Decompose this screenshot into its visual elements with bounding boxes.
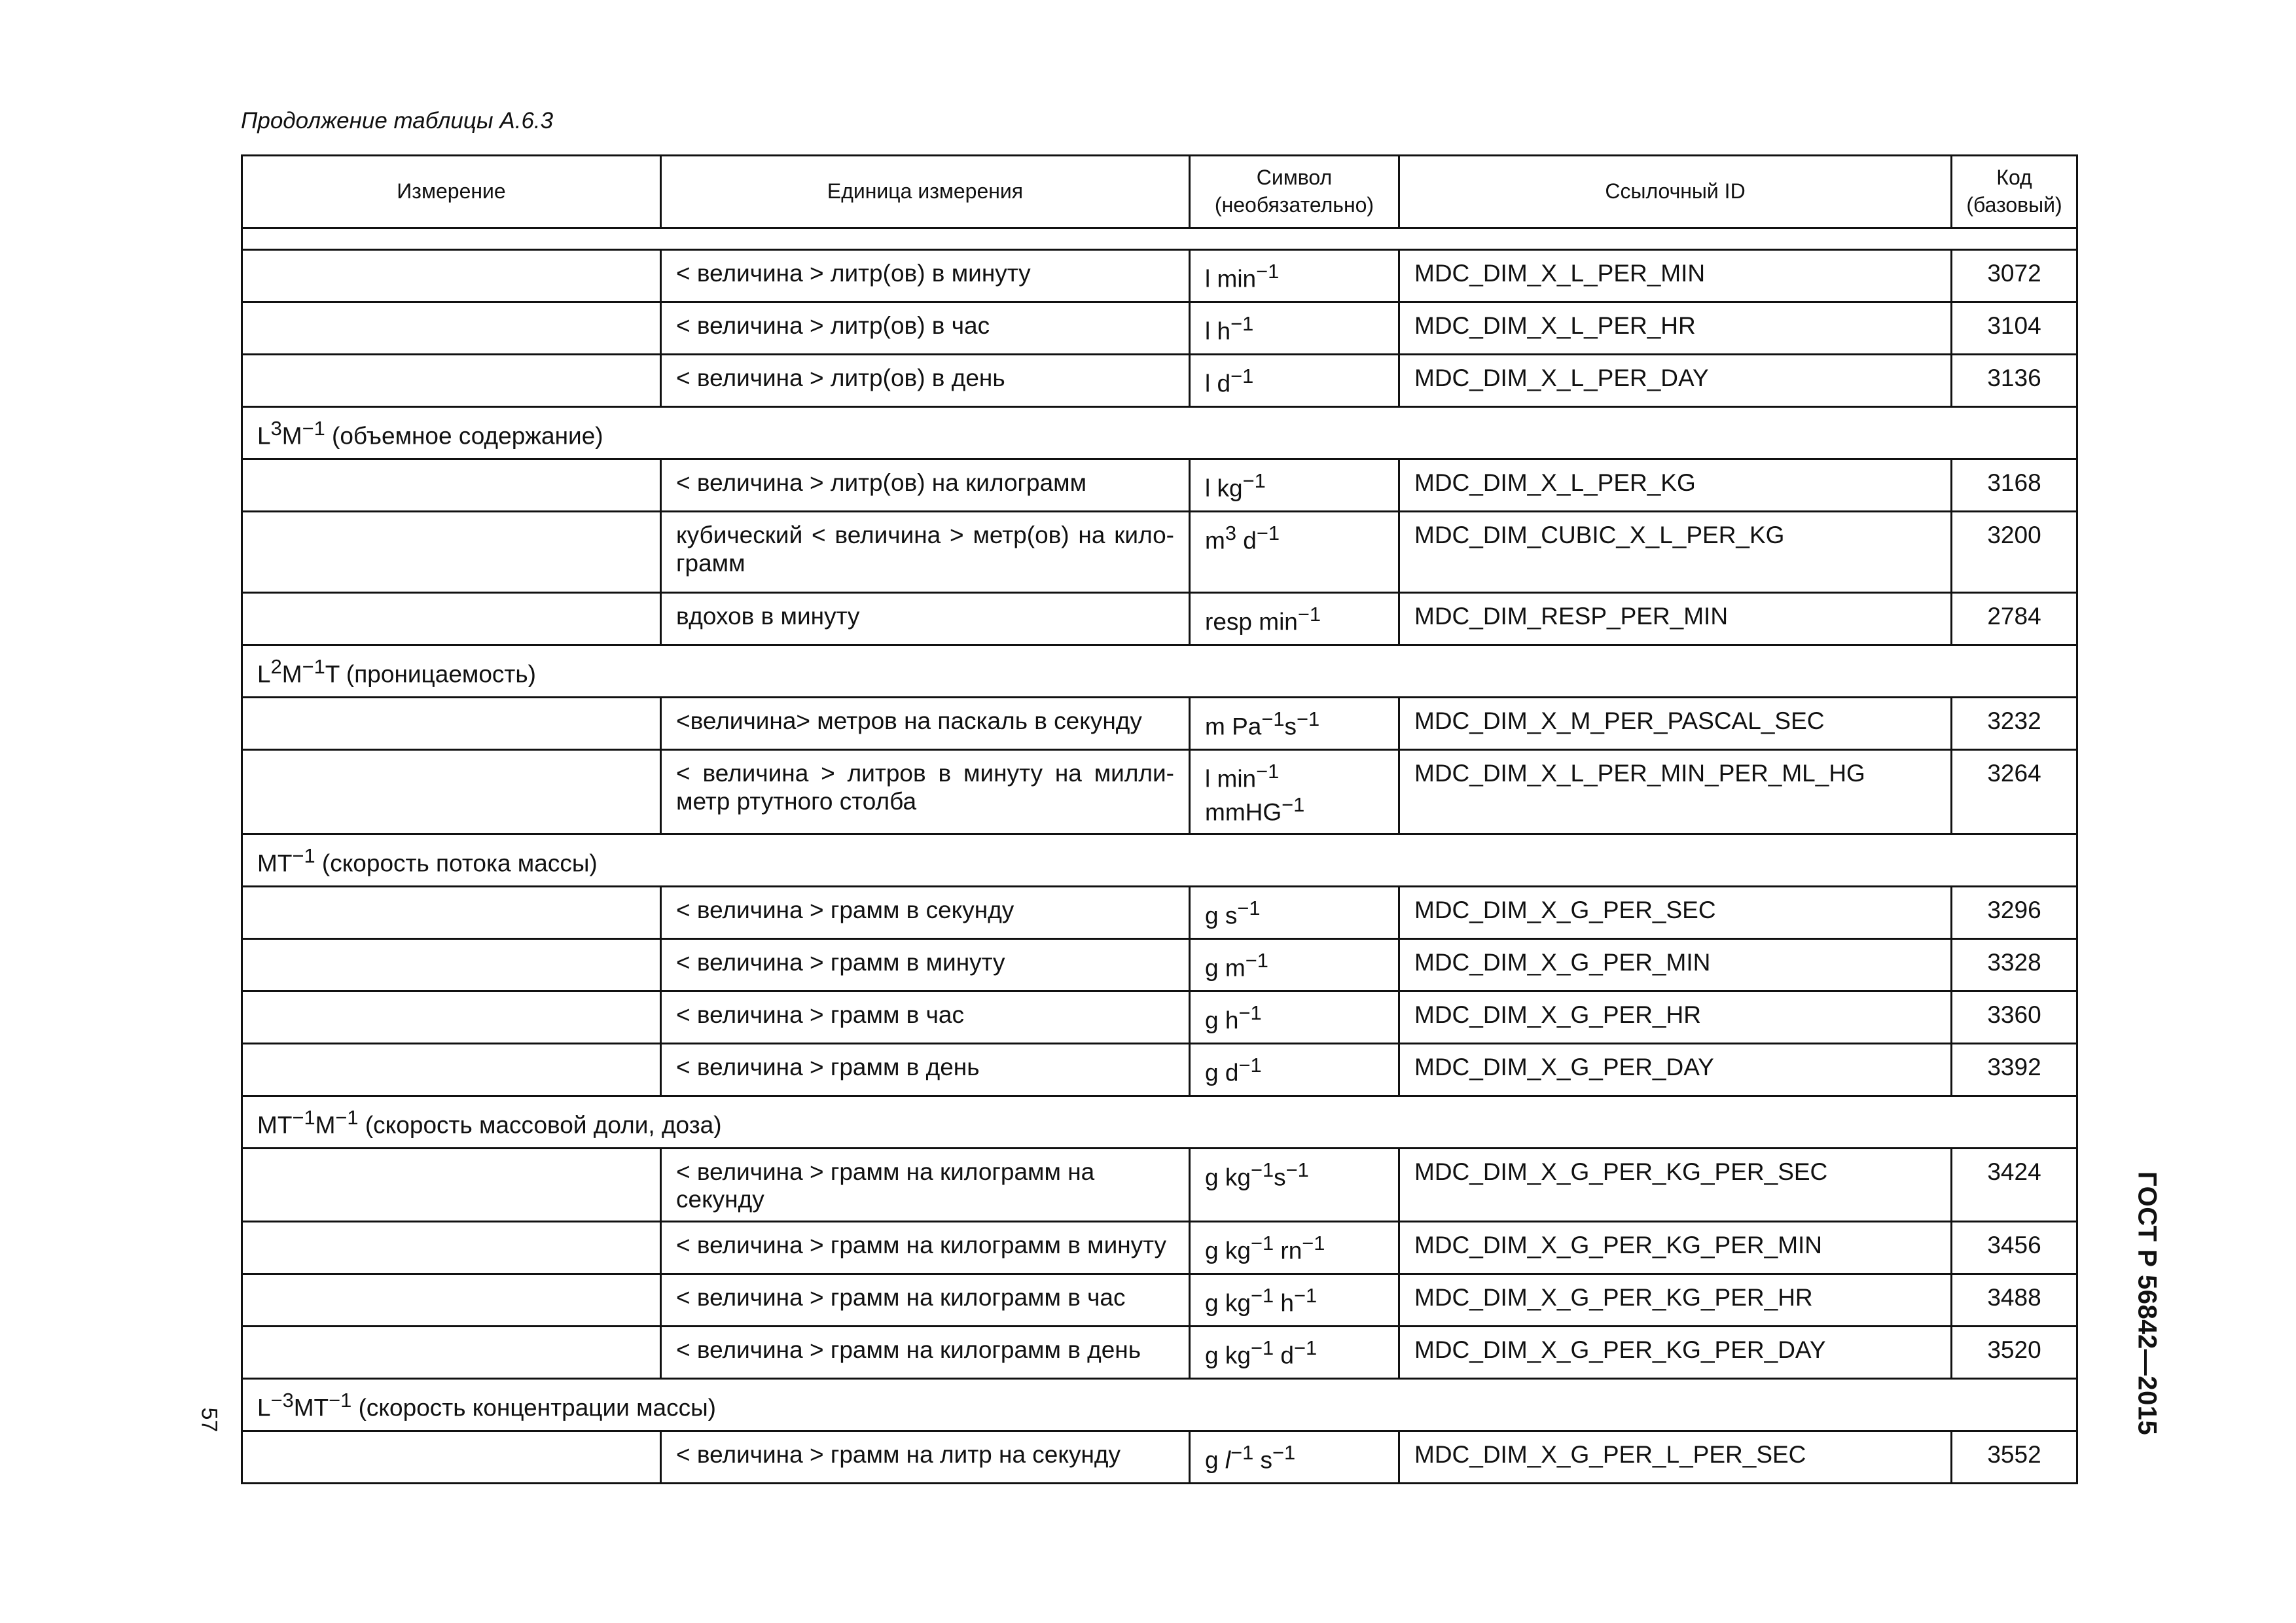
group-label: $MT^{-1}$ (скорость потока массы) <box>242 834 2077 886</box>
symbol-cell: l $\min^{-1}$ mmHG$^{-1}$ <box>1190 750 1399 834</box>
header-measure: Измерение <box>242 156 661 228</box>
table-row <box>242 938 2077 991</box>
code-cell: 3328 <box>1952 938 2077 991</box>
ref-id-cell: MDC_DIM_X_G_PER_MIN <box>1399 938 1952 991</box>
symbol-cell: g $kg^{-1}s^{-1}$ <box>1190 1148 1399 1221</box>
code-cell: 3072 <box>1952 250 2077 302</box>
symbol-cell: g $s^{-1}$ <box>1190 886 1399 938</box>
table-row <box>242 1043 2077 1096</box>
ref-id-cell: MDC_DIM_RESP_PER_MIN <box>1399 593 1952 645</box>
measure-cell <box>242 1221 661 1274</box>
table-row <box>242 1326 2077 1378</box>
unit-cell: < величина > грамм в час <box>661 991 1190 1043</box>
unit-cell: < величина > грамм на килограмм в час <box>661 1274 1190 1326</box>
ref-id-cell: MDC_DIM_X_M_PER_PASCAL_SEC <box>1399 698 1952 750</box>
ref-id-cell: MDC_DIM_X_G_PER_KG_PER_HR <box>1399 1274 1952 1326</box>
unit-cell: < величина > литр(ов) в день <box>661 355 1190 407</box>
code-cell: 3552 <box>1952 1431 2077 1483</box>
measure-cell <box>242 355 661 407</box>
header-symbol-line2: (необязательно) <box>1214 193 1374 217</box>
table-row <box>242 991 2077 1043</box>
ref-id-cell: MDC_DIM_X_G_PER_KG_PER_SEC <box>1399 1148 1952 1221</box>
unit-cell: < величина > грамм на килограмм в день <box>661 1326 1190 1378</box>
code-cell: 2784 <box>1952 593 2077 645</box>
header-code <box>1952 156 2077 228</box>
unit-cell: < величина > литр(ов) на килограмм <box>661 459 1190 512</box>
unit-cell: < величина > грамм на литр на секунду <box>661 1431 1190 1483</box>
symbol-cell: g $d^{-1}$ <box>1190 1043 1399 1096</box>
symbol-cell: g $kg^{-1}$ $h^{-1}$ <box>1190 1274 1399 1326</box>
code-cell: 3456 <box>1952 1221 2077 1274</box>
code-cell: 3392 <box>1952 1043 2077 1096</box>
table-row <box>242 250 2077 302</box>
measure-cell <box>242 938 661 991</box>
unit-cell: вдохов в минуту <box>661 593 1190 645</box>
table-row <box>242 1221 2077 1274</box>
table-row <box>242 750 2077 834</box>
measure-cell <box>242 991 661 1043</box>
table-row <box>242 593 2077 645</box>
ref-id-cell: MDC_DIM_X_L_PER_KG <box>1399 459 1952 512</box>
measure-cell <box>242 1326 661 1378</box>
symbol-cell: g $h^{-1}$ <box>1190 991 1399 1043</box>
code-cell: 3136 <box>1952 355 2077 407</box>
table-row <box>242 1274 2077 1326</box>
group-label: $L^{-3}MT^{-1}$ (скорость концентрации массы) <box>242 1378 2077 1431</box>
code-cell: 3520 <box>1952 1326 2077 1378</box>
code-cell: 3424 <box>1952 1148 2077 1221</box>
table-row <box>242 512 2077 593</box>
unit-cell: < величина > грамм в минуту <box>661 938 1190 991</box>
measure-cell <box>242 1043 661 1096</box>
unit-cell: < величина > грамм на килограмм в минуту <box>661 1221 1190 1274</box>
ref-id-cell: MDC_DIM_X_G_PER_HR <box>1399 991 1952 1043</box>
symbol-cell: $m^3$ $d^{-1}$ <box>1190 512 1399 593</box>
unit-cell: < величина > литр(ов) в час <box>661 302 1190 355</box>
code-cell: 3232 <box>1952 698 2077 750</box>
code-cell: 3200 <box>1952 512 2077 593</box>
unit-cell: < величина > грамм в день <box>661 1043 1190 1096</box>
symbol-cell: l $d^{-1}$ <box>1190 355 1399 407</box>
ref-id-cell: MDC_DIM_X_G_PER_DAY <box>1399 1043 1952 1096</box>
measure-cell <box>242 250 661 302</box>
header-separator <box>242 228 2077 250</box>
symbol-cell: l $kg^{-1}$ <box>1190 459 1399 512</box>
measure-cell <box>242 593 661 645</box>
table-row <box>242 355 2077 407</box>
table-group-row <box>242 1378 2077 1431</box>
measure-cell <box>242 1274 661 1326</box>
code-cell: 3104 <box>1952 302 2077 355</box>
table-group-row <box>242 834 2077 886</box>
page-number: 57 <box>196 1407 222 1433</box>
ref-id-cell: MDC_DIM_X_G_PER_L_PER_SEC <box>1399 1431 1952 1483</box>
ref-id-cell: MDC_DIM_X_L_PER_DAY <box>1399 355 1952 407</box>
ref-id-cell: MDC_DIM_X_G_PER_KG_PER_DAY <box>1399 1326 1952 1378</box>
header-symbol-line1: Символ <box>1256 166 1333 190</box>
document-side-title: ГОСТ Р 56842—2015 <box>2132 1171 2162 1436</box>
unit-cell: кубический < величина > метр(ов) на кило-грамм <box>661 512 1190 593</box>
unit-cell: < величина > литров в минуту на милли-метр ртутного столба <box>661 750 1190 834</box>
symbol-cell: g $kg^{-1}$ $rn^{-1}$ <box>1190 1221 1399 1274</box>
unit-cell: < величина > грамм на килограмм на секунду <box>661 1148 1190 1221</box>
unit-cell: < величина > грамм в секунду <box>661 886 1190 938</box>
unit-cell: <величина> метров на паскаль в секунду <box>661 698 1190 750</box>
table-header-row <box>242 156 2077 228</box>
measure-cell <box>242 750 661 834</box>
table-group-row <box>242 407 2077 459</box>
header-symbol <box>1190 156 1399 228</box>
symbol-cell: g $l^{-1}$ $s^{-1}$ <box>1190 1431 1399 1483</box>
code-cell: 3296 <box>1952 886 2077 938</box>
table-row <box>242 1431 2077 1483</box>
header-code-line2: (базовый) <box>1966 193 2062 217</box>
units-table <box>241 154 2078 1484</box>
header-unit: Единица измерения <box>661 156 1190 228</box>
table-caption: Продолжение таблицы А.6.3 <box>241 108 554 134</box>
symbol-cell: g $m^{-1}$ <box>1190 938 1399 991</box>
measure-cell <box>242 512 661 593</box>
symbol-cell: m $Pa^{-1}s^{-1}$ <box>1190 698 1399 750</box>
header-code-line1: Код <box>1996 166 2032 190</box>
symbol-cell: l $h^{-1}$ <box>1190 302 1399 355</box>
measure-cell <box>242 459 661 512</box>
table-body <box>242 250 2077 1484</box>
ref-id-cell: MDC_DIM_CUBIC_X_L_PER_KG <box>1399 512 1952 593</box>
group-label: $L^3M^{-1}$ (объемное содержание) <box>242 407 2077 459</box>
measure-cell <box>242 698 661 750</box>
group-label: $MT^{-1}M^{-1}$ (скорость массовой доли, доза) <box>242 1096 2077 1148</box>
measure-cell <box>242 1148 661 1221</box>
table-row <box>242 886 2077 938</box>
unit-cell: < величина > литр(ов) в минуту <box>661 250 1190 302</box>
symbol-cell: g $kg^{-1}$ $d^{-1}$ <box>1190 1326 1399 1378</box>
table-group-row <box>242 1096 2077 1148</box>
measure-cell <box>242 302 661 355</box>
ref-id-cell: MDC_DIM_X_L_PER_MIN_PER_ML_HG <box>1399 750 1952 834</box>
measure-cell <box>242 886 661 938</box>
table-row <box>242 698 2077 750</box>
table-row <box>242 459 2077 512</box>
symbol-cell: l $\min^{-1}$ <box>1190 250 1399 302</box>
code-cell: 3264 <box>1952 750 2077 834</box>
code-cell: 3168 <box>1952 459 2077 512</box>
ref-id-cell: MDC_DIM_X_G_PER_KG_PER_MIN <box>1399 1221 1952 1274</box>
code-cell: 3488 <box>1952 1274 2077 1326</box>
table-group-row <box>242 645 2077 698</box>
ref-id-cell: MDC_DIM_X_L_PER_HR <box>1399 302 1952 355</box>
ref-id-cell: MDC_DIM_X_G_PER_SEC <box>1399 886 1952 938</box>
symbol-cell: resp $\min^{-1}$ <box>1190 593 1399 645</box>
table-row <box>242 1148 2077 1221</box>
group-label: $L^2M^{-1}T$ (проницаемость) <box>242 645 2077 698</box>
code-cell: 3360 <box>1952 991 2077 1043</box>
header-ref-id: Ссылочный ID <box>1399 156 1952 228</box>
ref-id-cell: MDC_DIM_X_L_PER_MIN <box>1399 250 1952 302</box>
table-row <box>242 302 2077 355</box>
measure-cell <box>242 1431 661 1483</box>
